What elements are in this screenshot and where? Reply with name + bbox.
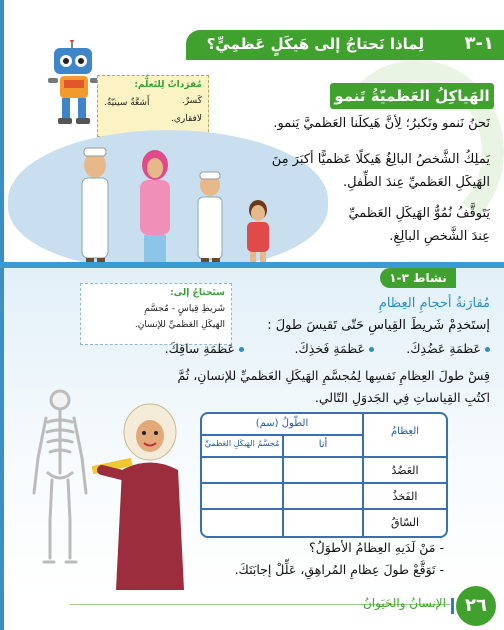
- header-me: أنا: [318, 439, 328, 450]
- page-number: ٢٦: [456, 586, 496, 626]
- activity-heading: مُقارَنةُ أحجامِ العِظامِ: [378, 296, 490, 311]
- bullet-upper-arm-text: عَظمَةِ عَضُدِكَ.: [406, 341, 481, 356]
- bullet-shin: [165, 337, 244, 360]
- section-paragraph-3-line-2: عِندَ الشَّخصِ البالِغِ.: [389, 229, 490, 244]
- row-thigh: الفَخذُ: [392, 490, 418, 503]
- footer-marker: [451, 598, 454, 614]
- section-paragraph-2-line-1: يَملِكُ الشَّخصُ البالِغُ هَيكلًا عَظميًّا أكبَرَ مِنَ: [271, 152, 490, 167]
- activity-instruction-1: إستَخدِمْ شَريطَ القِياسِ حَتّى تَقيسَ طولَ :: [267, 318, 490, 333]
- lesson-number: ١-٣: [464, 33, 494, 54]
- header-length: الطّولُ (سم): [255, 418, 309, 429]
- bullet-icon: [485, 347, 490, 352]
- activity-instruction-2-line-2: اكتُبِ القِياساتِ فِي الجَدوَلِ التّالي.: [314, 390, 490, 405]
- measurement-table: [200, 412, 448, 538]
- activity-instruction-2-line-1: قِسْ طولَ العِظامِ نَفسِها لِمُجسَّمِ الهَيكَلِ العَظميِّ للإنسانِ، ثُمَّ: [177, 368, 490, 383]
- materials-box: [80, 283, 232, 345]
- materials-heading: ستَحتاجُ إلى:: [170, 288, 225, 298]
- bullet-icon: [239, 347, 244, 352]
- bullet-thigh: [295, 337, 375, 360]
- materials-line-1: شَريطِ قِياسٍ - مُجسَّمِ: [144, 304, 225, 314]
- row-shin: السّاقُ: [390, 516, 420, 529]
- section-paragraph-1: نَحنُ نَنمو ونَكبرُ؛ لِأنَّ هَيكلَنا العَظميَّ يَنمو.: [273, 116, 490, 131]
- vocab-word-invertebrate: لافقاري.: [171, 114, 202, 124]
- section-paragraph-3-line-1: يَتَوقَّفُ نُمُوُّ الهَيكَلِ العَظميِّ: [348, 206, 490, 221]
- question-1: - مَنْ لَدَيهِ العِظامُ الأطوَلُ؟: [308, 540, 444, 555]
- vocabulary-box: [97, 75, 209, 137]
- lesson-title: لِماذا نَحتاجُ إلى هَيكَلٍ عَظمِيٍّ؟: [206, 35, 424, 53]
- family-illustration: [60, 140, 290, 270]
- vocab-word-fracture: كَسرٌ.: [181, 96, 202, 106]
- section-title: الهَياكِلُ العَظميّةُ تَنمو: [330, 83, 494, 109]
- activity-label: نشاط ٣-١: [380, 268, 456, 288]
- skeleton-model-icon: [30, 388, 90, 568]
- header-model: مُجسَّمُ الهَيكَلِ العَظميِّ: [204, 439, 280, 448]
- vocab-heading: مُفرَداتٌ لِلتَعلُّم:: [134, 80, 202, 90]
- robot-mascot-icon: [44, 40, 104, 125]
- girl-measuring-illustration: [92, 400, 192, 600]
- header-bones: العِظامُ: [390, 426, 420, 437]
- row-upper-arm: العَضُدُ: [391, 464, 419, 477]
- materials-line-2: الهَيكَلِ العَظميِّ للإنسانِ.: [134, 320, 225, 330]
- lesson-header: [186, 30, 504, 60]
- question-2: - تَوَقَّعْ طولَ عِظامِ المُراهِقِ، عَلِّلْ إجابَتَكَ.: [234, 562, 444, 577]
- bullet-thigh-text: عَظمَةِ فَخذِكَ.: [294, 341, 365, 356]
- bullet-icon: [369, 347, 374, 352]
- bullet-upper-arm: [406, 337, 490, 360]
- unit-title: الإنسانُ والحَيَوانُ: [362, 596, 446, 610]
- section-paragraph-2-line-2: الهَيكَلِ العَظميِّ عِندَ الطِّفلِ.: [342, 175, 490, 190]
- bullet-shin-text: عَظمَةِ ساقِكَ.: [164, 341, 235, 356]
- vocab-word-xray: أَشعَّةٌ سينيّةٌ.: [104, 98, 150, 108]
